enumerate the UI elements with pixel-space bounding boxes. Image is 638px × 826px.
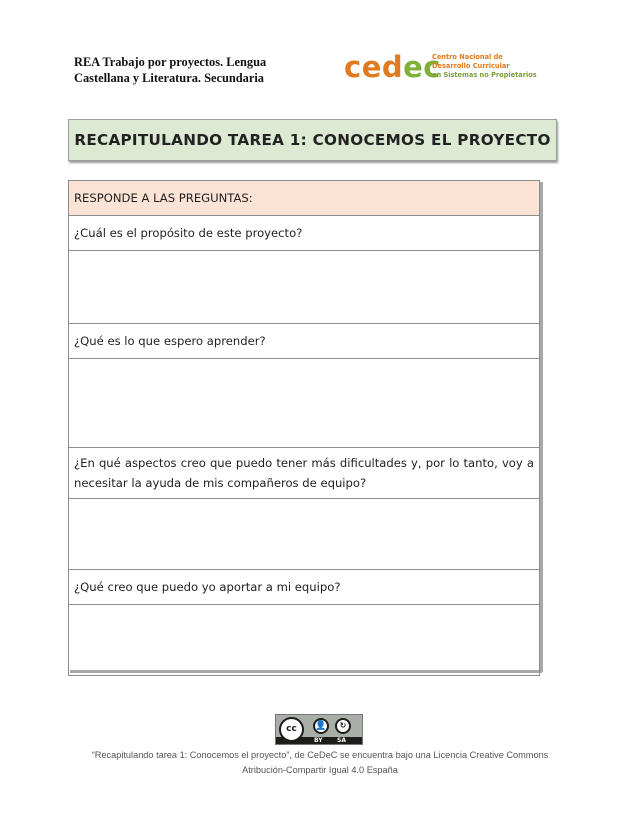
cc-license-badge[interactable] [275, 714, 363, 745]
cedec-logo [344, 50, 544, 90]
answer-1-field[interactable] [69, 251, 540, 324]
question-4: ¿Qué creo que puedo yo aportar a mi equipo? [69, 570, 540, 605]
logo-word-part-1: ced [344, 50, 404, 84]
answer-row [69, 359, 540, 448]
answer-row [69, 499, 540, 570]
logo-word-part-2: ec [403, 50, 441, 84]
answer-row [69, 251, 540, 324]
question-2: ¿Qué es lo que espero aprender? [69, 324, 540, 359]
header-line-1: REA Trabajo por proyectos. Lengua [74, 55, 267, 69]
title-box [68, 119, 557, 161]
answer-4-field[interactable] [69, 605, 540, 676]
logo-wordmark [344, 50, 441, 84]
question-row [69, 448, 540, 499]
table-header: RESPONDE A LAS PREGUNTAS: [69, 181, 540, 216]
footer-line-1: “Recapitulando tarea 1: Conocemos el proyecto”, de CeDeC se encuentra bajo una Licencia Creative Commons [91, 750, 549, 760]
page-title: RECAPITULANDO TAREA 1: CONOCEMOS EL PROYECTO [74, 131, 551, 149]
cc-sa-label: SA [337, 737, 346, 744]
answer-2-field[interactable] [69, 359, 540, 448]
cc-icon: cc [279, 717, 304, 742]
questions-table [68, 180, 540, 676]
table-header-row [69, 181, 540, 216]
question-row [69, 324, 540, 359]
document-header [74, 54, 294, 86]
answer-3-field[interactable] [69, 499, 540, 570]
logo-subtitle-line-2: Desarrollo Curricular [432, 62, 510, 70]
answer-row [69, 605, 540, 676]
logo-subtitle-line-1: Centro Nacional de [432, 53, 503, 61]
logo-subtitle [432, 53, 544, 80]
cc-by-label: BY [314, 737, 323, 744]
question-1: ¿Cuál es el propósito de este proyecto? [69, 216, 540, 251]
person-icon: 👤 [313, 718, 329, 734]
logo-subtitle-line-3: en Sistemas no Propietarios [432, 71, 537, 79]
table-shadow-right [540, 182, 543, 672]
question-row [69, 216, 540, 251]
share-alike-icon: ↻ [335, 718, 351, 734]
header-line-2: Castellana y Literatura. Secundaria [74, 71, 264, 85]
question-3: ¿En qué aspectos creo que puedo tener más dificultades y, por lo tanto, voy a necesitar la ayuda de mis compañeros de equipo? [69, 448, 540, 499]
footer-line-2: Atribución-Compartir Igual 4.0 España [242, 765, 398, 775]
license-footer [70, 748, 570, 778]
question-row [69, 570, 540, 605]
